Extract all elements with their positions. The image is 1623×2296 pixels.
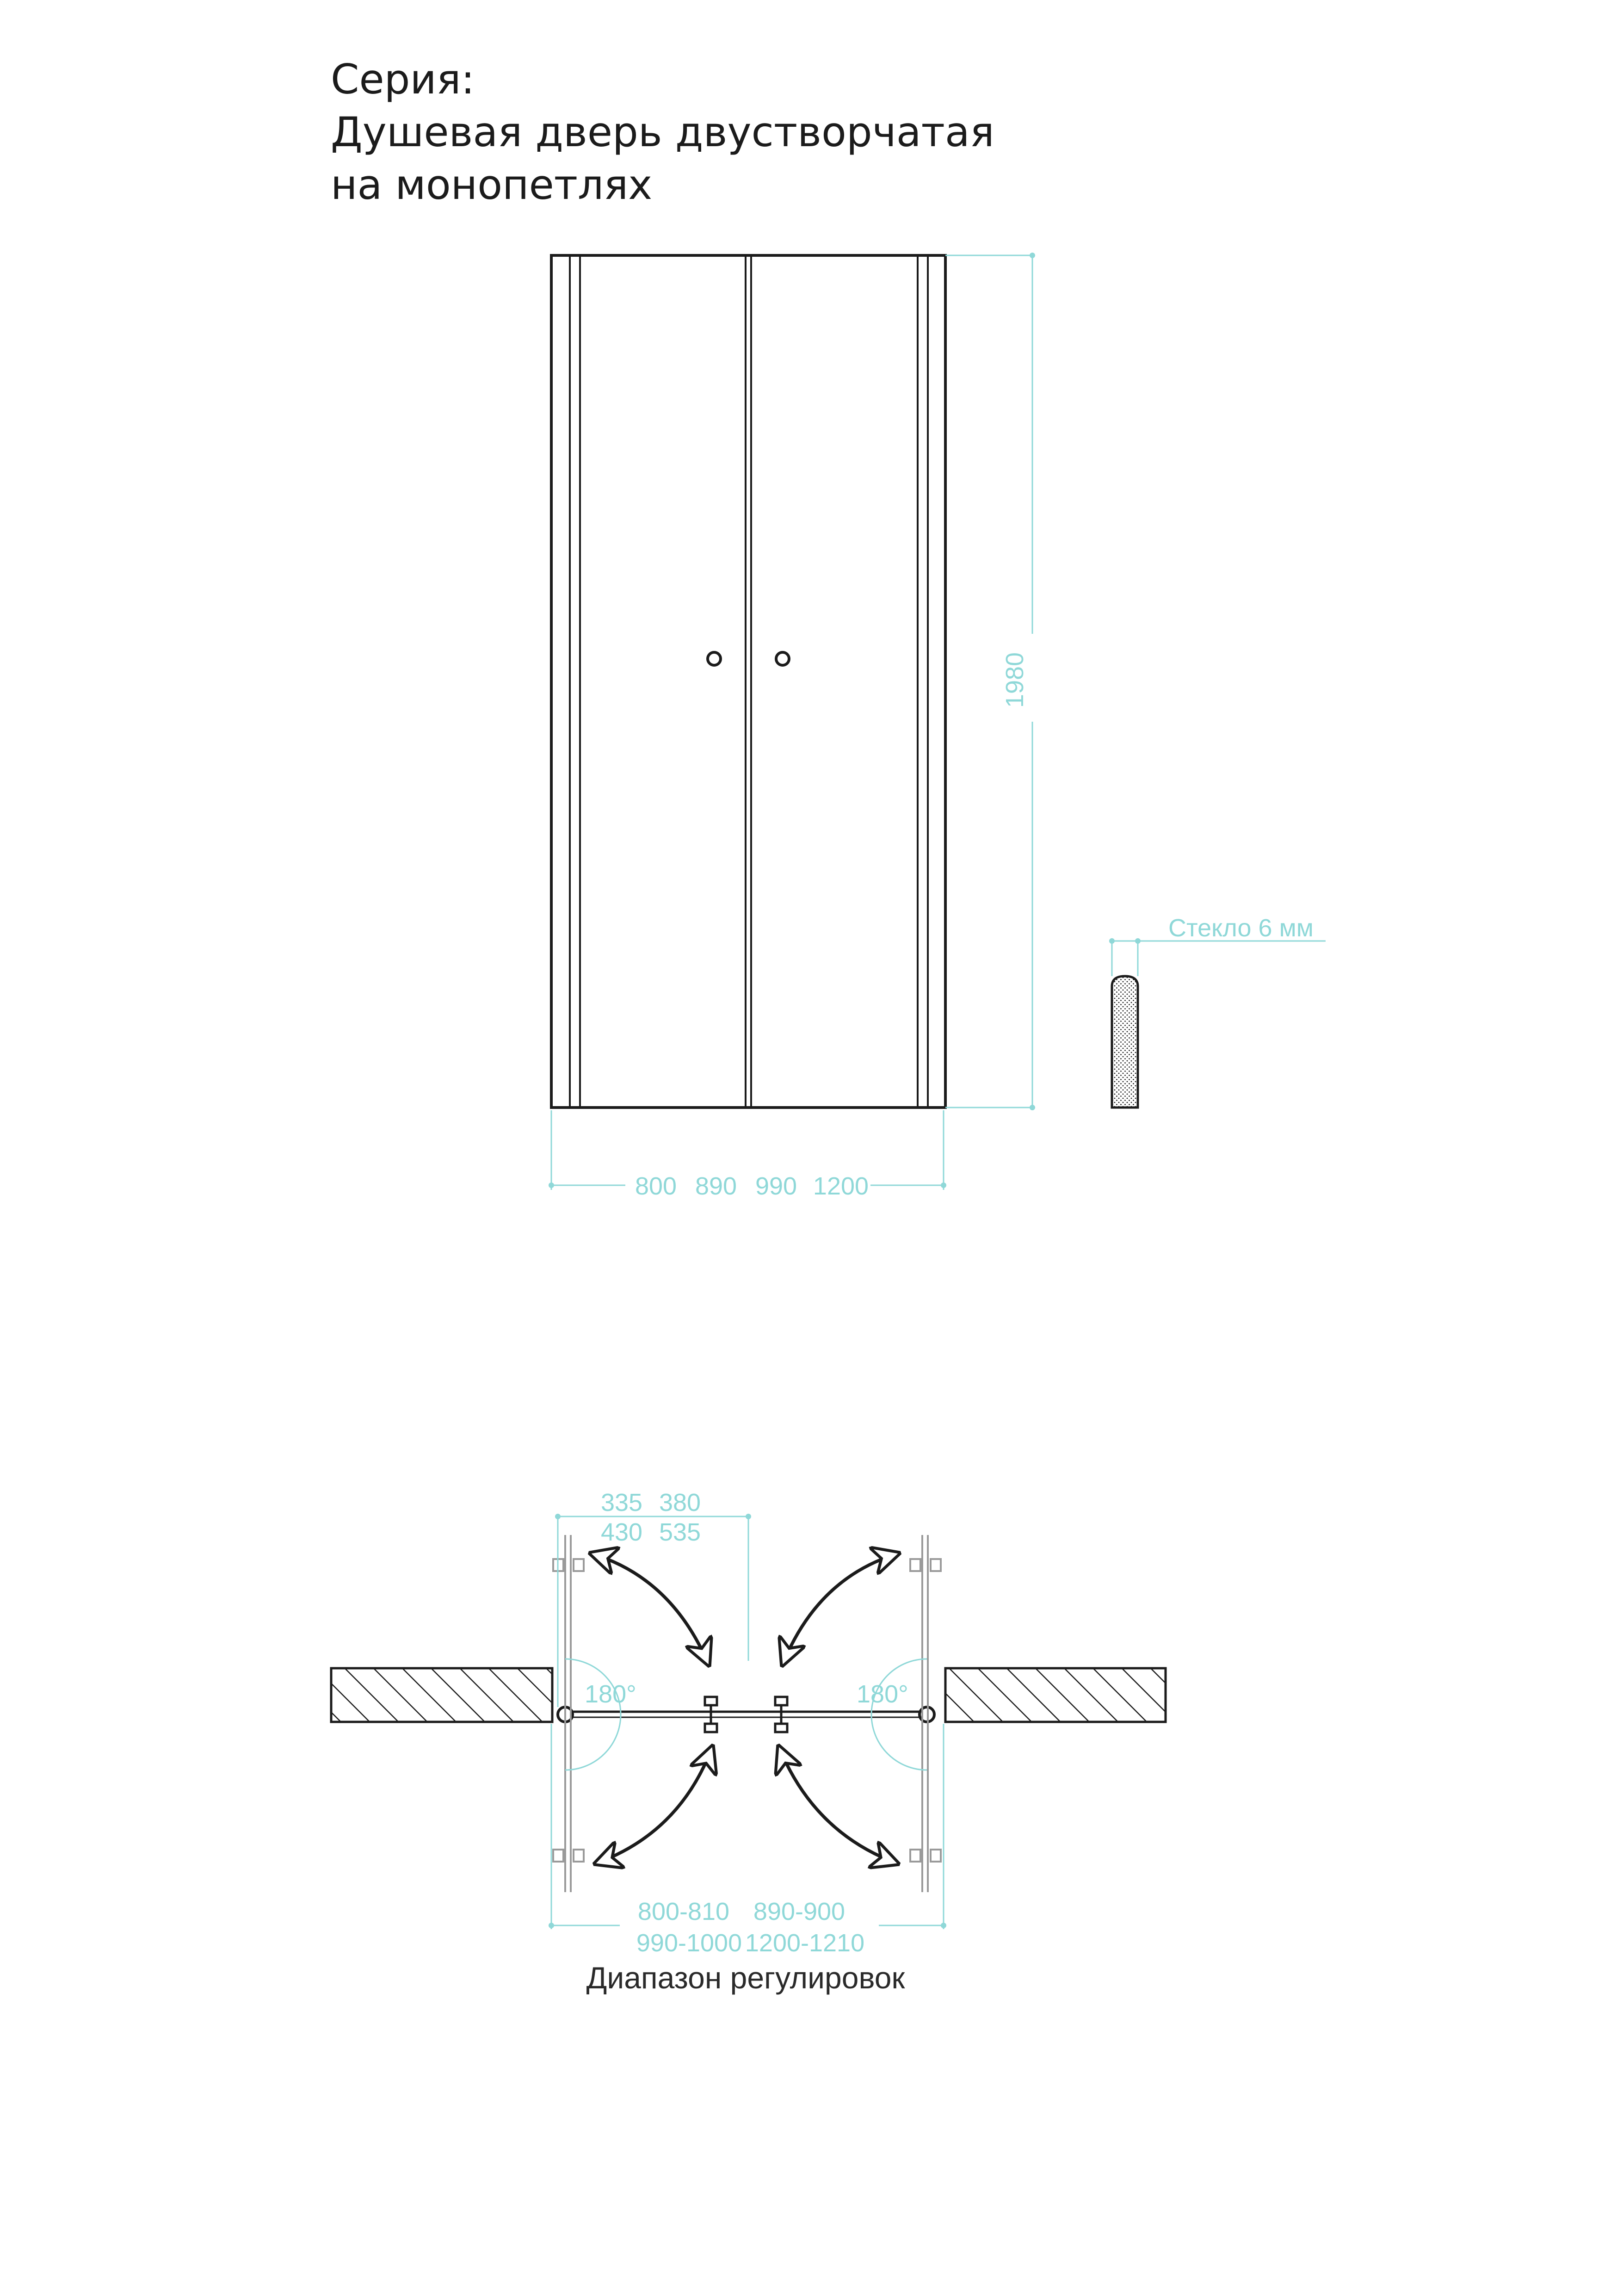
plan-view bbox=[331, 1489, 1166, 1995]
product-title: Душевая дверь двустворчатая bbox=[331, 108, 994, 156]
width-label-3: 990 bbox=[755, 1172, 797, 1200]
left-handle-icon bbox=[705, 1697, 717, 1732]
adjustment-caption: Диапазон регулировок bbox=[586, 1961, 905, 1995]
adjustment-dimension bbox=[549, 1724, 946, 1957]
door-outer-frame bbox=[551, 255, 945, 1108]
glass-section bbox=[1109, 914, 1326, 1108]
adjust-label-3: 990-1000 bbox=[636, 1929, 742, 1957]
right-handle-icon bbox=[775, 1697, 787, 1732]
leaf-width-dimension bbox=[555, 1489, 751, 1707]
arrow-lower-left-icon bbox=[596, 1747, 712, 1863]
left-angle-label: 180° bbox=[585, 1680, 636, 1708]
right-knob-icon bbox=[776, 652, 789, 665]
adjust-label-2: 890-900 bbox=[753, 1898, 845, 1925]
height-dimension bbox=[945, 253, 1052, 1110]
swing-arrows bbox=[591, 1553, 898, 1863]
leaf-width-label-4: 535 bbox=[659, 1518, 701, 1546]
leaf-width-label-3: 430 bbox=[600, 1518, 643, 1546]
leaf-width-label-1: 335 bbox=[600, 1489, 643, 1516]
width-label-1: 800 bbox=[635, 1172, 677, 1200]
front-view bbox=[549, 253, 1052, 1203]
width-label-4: 1200 bbox=[813, 1172, 869, 1200]
angle-arcs bbox=[565, 1659, 927, 1770]
arrow-upper-left-icon bbox=[591, 1553, 709, 1665]
width-dimension bbox=[549, 1110, 946, 1203]
arrow-upper-right-icon bbox=[783, 1553, 898, 1665]
glass-profile bbox=[1112, 976, 1138, 1108]
width-label-2: 890 bbox=[695, 1172, 737, 1200]
right-angle-label: 180° bbox=[857, 1680, 908, 1708]
adjust-label-1: 800-810 bbox=[637, 1898, 730, 1925]
product-subtitle: на монопетлях bbox=[331, 161, 653, 209]
arrow-lower-right-icon bbox=[779, 1747, 897, 1863]
leaf-width-label-2: 380 bbox=[659, 1489, 701, 1516]
glass-thickness-label: Стекло 6 мм bbox=[1168, 914, 1314, 942]
height-label: 1980 bbox=[1001, 652, 1029, 708]
series-label: Серия: bbox=[331, 56, 475, 103]
left-knob-icon bbox=[708, 652, 721, 665]
adjust-label-4: 1200-1210 bbox=[745, 1929, 865, 1957]
left-wall bbox=[331, 1668, 552, 1722]
right-wall bbox=[945, 1668, 1166, 1722]
